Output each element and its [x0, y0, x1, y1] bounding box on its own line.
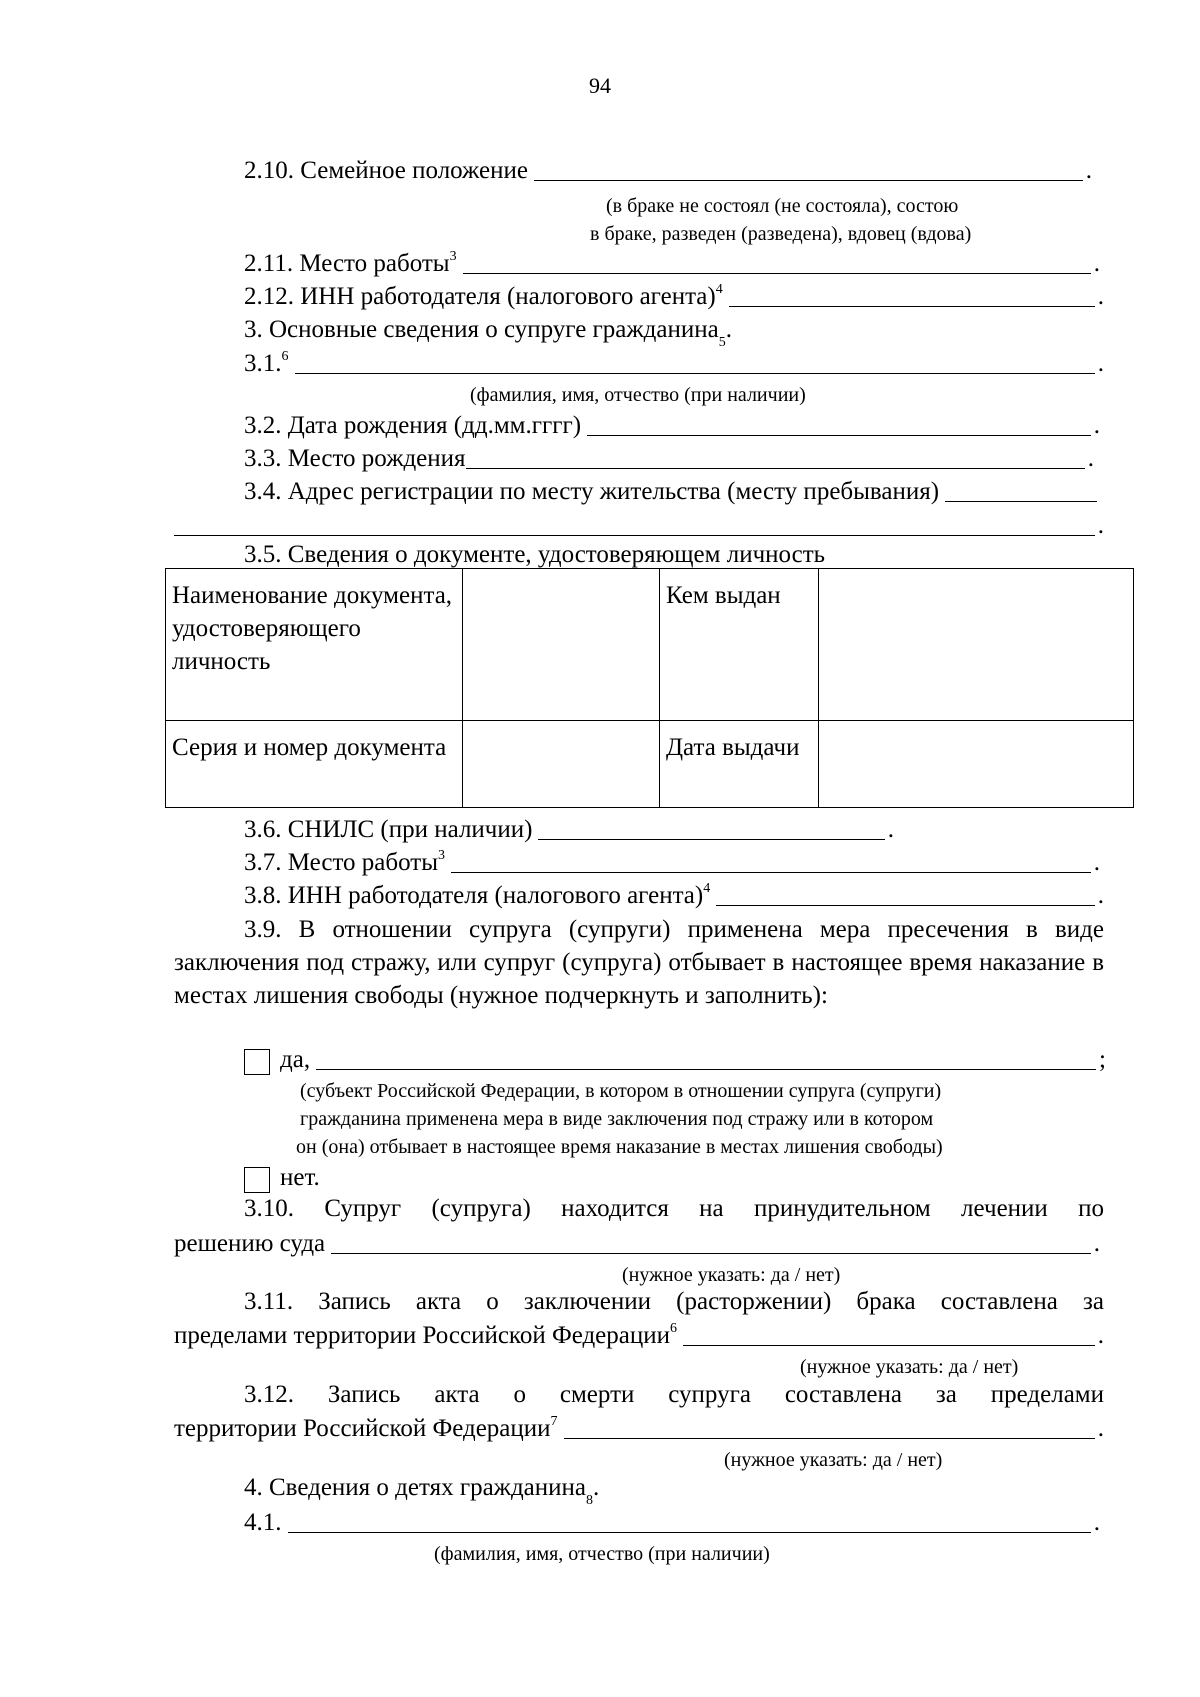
employer-inn-label: 2.12. ИНН работодателя (налогового агента)$^4$ [244, 281, 723, 310]
marital-status-field[interactable] [534, 180, 1083, 181]
custody-region-field[interactable] [316, 1069, 1096, 1070]
line-end: . [1093, 412, 1100, 439]
workplace-field[interactable] [463, 273, 1091, 274]
spouse-birthplace-label: 3.3. Место рождения [244, 445, 466, 472]
line-end: . [887, 816, 894, 843]
line-end: . [1093, 1230, 1100, 1257]
child-name-label: 4.1. [244, 1509, 282, 1536]
custody-hint-1: (субъект Российской Федерации, в котором в отношении супруга (супруги) [300, 1080, 942, 1102]
marriage-record-line-1: 3.11. Запись акта о заключении (расторжении) брака составлена за [244, 1288, 1104, 1315]
table-cell-doc-number-label: Серия и номер документа [166, 721, 463, 808]
spouse-section-heading: 3. Основные сведения о супруге гражданина $^5$ . [244, 316, 732, 350]
spouse-birthplace-row [244, 444, 1094, 474]
marriage-record-label: пределами территории Российской Федерации$^6$ [174, 1320, 678, 1349]
death-record-line-1: 3.12. Запись акта о смерти супруга составлена за пределами [244, 1381, 1104, 1408]
table-row [166, 569, 1134, 721]
table-row [166, 721, 1134, 808]
spouse-address-row-2 [174, 511, 1104, 541]
child-name-hint: (фамилия, имя, отчество (при наличии) [434, 1543, 770, 1565]
spouse-address-field-2[interactable] [174, 535, 1095, 536]
marriage-record-field[interactable] [683, 1345, 1095, 1346]
spouse-snils-label: 3.6. СНИЛС (при наличии) [244, 816, 533, 843]
table-cell-issued-by-value[interactable] [819, 569, 1134, 721]
line-end: . [1085, 157, 1092, 184]
death-record-label: территории Российской Федерации$^7$ [174, 1413, 558, 1442]
table-cell-issue-date-label: Дата выдачи [660, 721, 819, 808]
custody-no-label: нет. [280, 1164, 320, 1191]
spouse-birthdate-field[interactable] [587, 435, 1091, 436]
custody-hint-3: он (она) отбывает в настоящее время наказание в местах лишения свободы) [296, 1136, 943, 1158]
spouse-snils-row [244, 815, 894, 845]
custody-hint-2: гражданина применена мера в виде заключения под стражу или в котором [300, 1108, 934, 1130]
table-cell-doc-name-value[interactable] [463, 569, 660, 721]
spouse-address-label: 3.4. Адрес регистрации по месту жительства (месту пребывания) [244, 478, 940, 505]
line-end: . [1093, 1509, 1100, 1536]
custody-yes-row [244, 1045, 1106, 1075]
line-end: . [1093, 849, 1100, 876]
death-record-field[interactable] [564, 1438, 1095, 1439]
spouse-address-row [244, 477, 1100, 507]
page-number: 94 [589, 73, 611, 98]
custody-paragraph: 3.9. В отношении супруга (супруги) применена мера пресечения в виде заключения под стражу, или супруг (супруга) отбывает в настоящее время наказание в местах лишения свободы (нужное подчеркнуть и заполнить): [174, 916, 1104, 1009]
forced-treatment-label: решению суда [174, 1230, 326, 1257]
line-end: . [1097, 350, 1104, 377]
spouse-employer-inn-row [244, 881, 1104, 911]
spouse-employer-inn-field[interactable] [716, 905, 1095, 906]
spouse-birthplace-field[interactable] [466, 468, 1085, 469]
marital-status-hint-2: в браке, разведен (разведена), вдовец (вдова) [590, 223, 972, 245]
spouse-workplace-label: 3.7. Место работы$^3$ [244, 847, 446, 876]
marital-status-hint-1: (в браке не состоял (не состояла), состою [606, 195, 959, 217]
death-record-hint: (нужное указать: да / нет) [724, 1449, 943, 1471]
forced-treatment-row [174, 1229, 1100, 1259]
forced-treatment-hint: (нужное указать: да / нет) [622, 1264, 841, 1286]
line-end: . [1097, 283, 1104, 310]
table-cell-issued-by-label: Кем выдан [660, 569, 819, 721]
custody-no-row [244, 1163, 320, 1193]
marital-status-row [244, 156, 1092, 186]
line-end: ; [1099, 1046, 1106, 1073]
children-section-heading: 4. Сведения о детях гражданина $^8$ . [244, 1474, 600, 1508]
spouse-name-label: 3.1.$^6$ [244, 348, 289, 377]
spouse-id-doc-table [165, 568, 1134, 808]
table-cell-doc-name-label: Наименование документа, удостоверяющего личность [166, 569, 463, 721]
workplace-label: 2.11. Место работы$^3$ [244, 248, 457, 277]
custody-no-checkbox[interactable] [244, 1167, 270, 1193]
line-end: . [1097, 1322, 1104, 1349]
spouse-name-field[interactable] [295, 373, 1095, 374]
employer-inn-field[interactable] [729, 306, 1095, 307]
line-end: . [1097, 1415, 1104, 1442]
custody-yes-checkbox[interactable] [244, 1049, 270, 1075]
child-name-row [244, 1508, 1100, 1538]
line-end: . [1087, 445, 1094, 472]
workplace-row [244, 249, 1100, 279]
custody-yes-label: да, [280, 1046, 311, 1073]
table-cell-doc-number-value[interactable] [463, 721, 660, 808]
forced-treatment-line-1: 3.10. Супруг (супруга) находится на принудительном лечении по [244, 1195, 1104, 1222]
table-cell-issue-date-value[interactable] [819, 721, 1134, 808]
spouse-name-hint: (фамилия, имя, отчество (при наличии) [470, 384, 806, 406]
spouse-id-doc-heading: 3.5. Сведения о документе, удостоверяющем личность [244, 541, 826, 568]
marital-status-label: 2.10. Семейное положение [244, 157, 528, 184]
marriage-record-row [174, 1321, 1104, 1351]
marriage-record-hint: (нужное указать: да / нет) [800, 1356, 1019, 1378]
line-end: . [1093, 250, 1100, 277]
child-name-field[interactable] [288, 1532, 1091, 1533]
spouse-workplace-field[interactable] [451, 872, 1091, 873]
line-end: . [1097, 882, 1104, 909]
spouse-employer-inn-label: 3.8. ИНН работодателя (налогового агента)$^4$ [244, 880, 711, 909]
spouse-address-field-1[interactable] [945, 501, 1097, 502]
spouse-birthdate-row [244, 411, 1100, 441]
spouse-birthdate-label: 3.2. Дата рождения (дд.мм.гггг) [244, 412, 582, 439]
employer-inn-row [244, 282, 1104, 312]
line-end: . [1097, 512, 1104, 539]
spouse-name-row [244, 349, 1104, 379]
spouse-snils-field[interactable] [538, 839, 884, 840]
spouse-workplace-row [244, 848, 1100, 878]
death-record-row [174, 1414, 1104, 1444]
forced-treatment-field[interactable] [331, 1253, 1091, 1254]
